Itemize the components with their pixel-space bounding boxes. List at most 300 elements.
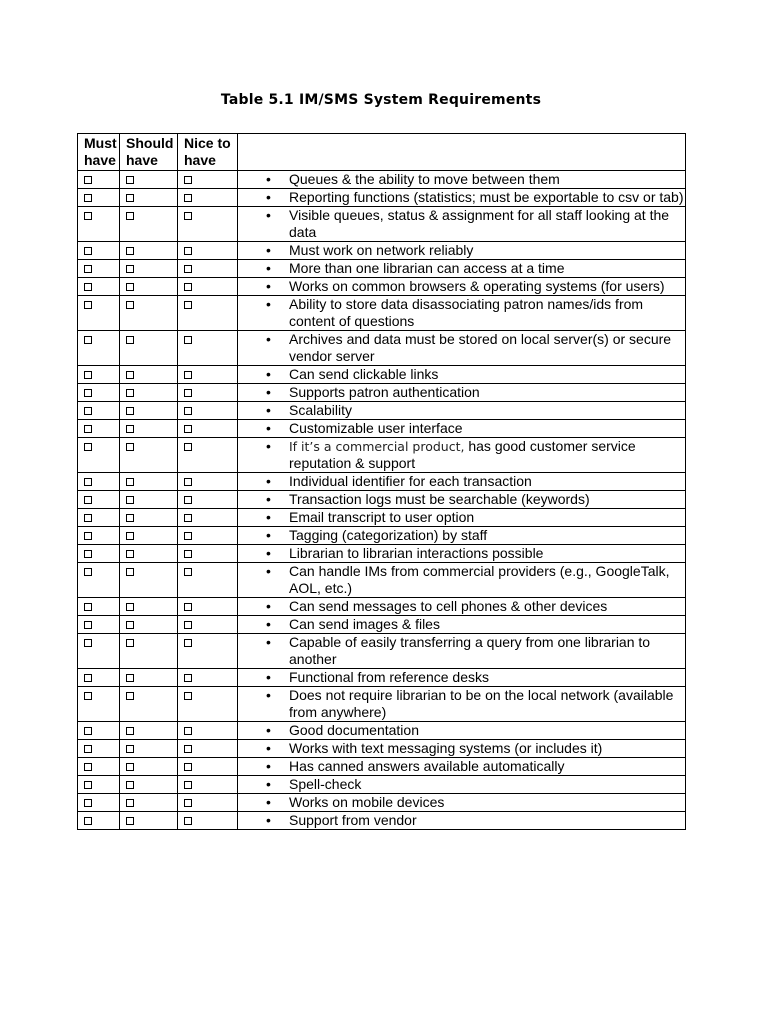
cell-must [78,420,120,438]
cell-should [120,776,178,794]
checkbox-icon[interactable] [184,603,192,611]
table-row [78,669,686,687]
checkbox-icon[interactable] [84,781,92,789]
cell-should [120,242,178,260]
requirement-text: Spell-check [289,776,362,792]
bullet-icon: • [266,438,271,454]
bullet-icon: • [266,189,271,205]
checkbox-icon[interactable] [126,247,134,255]
bullet-icon: • [266,634,271,650]
bullet-icon: • [266,384,271,400]
checkbox-icon[interactable] [126,443,134,451]
checkbox-icon[interactable] [126,568,134,576]
cell-nice [178,563,238,598]
cell-nice [178,260,238,278]
table-row [78,509,686,527]
checkbox-icon[interactable] [184,781,192,789]
checkbox-icon[interactable] [84,265,92,273]
requirement-cell [238,207,686,242]
cell-should [120,722,178,740]
cell-should [120,527,178,545]
cell-nice [178,438,238,473]
table-row [78,438,686,473]
cell-nice [178,794,238,812]
cell-should [120,438,178,473]
cell-nice [178,331,238,366]
checkbox-icon[interactable] [84,407,92,415]
table-row [78,171,686,189]
cell-should [120,402,178,420]
checkbox-icon[interactable] [126,407,134,415]
requirement-text: Ability to store data disassociating patron names/ids from content of questions [289,296,644,329]
table-row [78,260,686,278]
requirement-text: Must work on network reliably [289,242,474,258]
cell-must [78,794,120,812]
checkbox-icon[interactable] [184,283,192,291]
cell-should [120,473,178,491]
checkbox-icon[interactable] [126,212,134,220]
table-row [78,794,686,812]
cell-must [78,384,120,402]
cell-nice [178,687,238,722]
checkbox-icon[interactable] [184,621,192,629]
checkbox-icon[interactable] [126,603,134,611]
cell-must [78,296,120,331]
checkbox-icon[interactable] [126,817,134,825]
cell-should [120,563,178,598]
cell-nice [178,812,238,830]
cell-should [120,278,178,296]
checkbox-icon[interactable] [126,478,134,486]
bullet-icon: • [266,527,271,543]
cell-must [78,758,120,776]
requirement-cell [238,366,686,384]
cell-must [78,563,120,598]
requirement-cell [238,616,686,634]
cell-nice [178,278,238,296]
bullet-icon: • [266,260,271,276]
requirement-cell [238,812,686,830]
requirement-cell [238,438,686,473]
cell-must [78,776,120,794]
requirement-cell [238,634,686,669]
table-row [78,776,686,794]
cell-nice [178,402,238,420]
bullet-icon: • [266,278,271,294]
checkbox-icon[interactable] [84,194,92,202]
cell-should [120,331,178,366]
bullet-icon: • [266,722,271,738]
cell-nice [178,420,238,438]
requirements-body [78,171,686,830]
table-row [78,563,686,598]
checkbox-icon[interactable] [184,389,192,397]
checkbox-icon[interactable] [184,247,192,255]
checkbox-icon[interactable] [126,639,134,647]
requirement-text: Archives and data must be stored on local server(s) or secure vendor server [289,331,672,364]
checkbox-icon[interactable] [126,763,134,771]
checkbox-icon[interactable] [84,639,92,647]
requirement-text: Works on mobile devices [289,794,445,810]
cell-nice [178,242,238,260]
checkbox-icon[interactable] [126,727,134,735]
cell-should [120,634,178,669]
requirement-text: Visible queues, status & assignment for all staff looking at the data [289,207,670,240]
checkbox-icon[interactable] [126,265,134,273]
cell-must [78,527,120,545]
checkbox-icon[interactable] [84,176,92,184]
page-title: Table 5.1 IM/SMS System Requirements [220,92,542,108]
checkbox-icon[interactable] [126,532,134,540]
cell-nice [178,740,238,758]
requirement-text-prefix: If it’s a commercial product, [289,439,465,454]
table-header-row [78,134,686,171]
checkbox-icon[interactable] [184,639,192,647]
checkbox-icon[interactable] [84,745,92,753]
table-row [78,366,686,384]
requirement-cell [238,491,686,509]
cell-must [78,438,120,473]
checkbox-icon[interactable] [84,568,92,576]
cell-nice [178,473,238,491]
cell-nice [178,189,238,207]
checkbox-icon[interactable] [84,425,92,433]
table-row [78,722,686,740]
bullet-icon: • [266,366,271,382]
checkbox-icon[interactable] [126,781,134,789]
cell-nice [178,509,238,527]
checkbox-icon[interactable] [84,389,92,397]
checkbox-icon[interactable] [84,371,92,379]
cell-must [78,669,120,687]
checkbox-icon[interactable] [184,496,192,504]
requirement-cell [238,260,686,278]
bullet-icon: • [266,473,271,489]
cell-must [78,812,120,830]
cell-should [120,366,178,384]
cell-should [120,171,178,189]
requirement-cell [238,669,686,687]
cell-should [120,669,178,687]
cell-should [120,207,178,242]
header-must-have: Must have [78,134,120,171]
bullet-icon: • [266,598,271,614]
requirement-text: Transaction logs must be searchable (keywords) [289,491,590,507]
bullet-icon: • [266,491,271,507]
checkbox-icon[interactable] [184,817,192,825]
bullet-icon: • [266,740,271,756]
table-row [78,634,686,669]
requirement-cell [238,384,686,402]
checkbox-icon[interactable] [184,425,192,433]
bullet-icon: • [266,331,271,347]
checkbox-icon[interactable] [184,301,192,309]
table-row [78,331,686,366]
checkbox-icon[interactable] [84,496,92,504]
cell-nice [178,722,238,740]
checkbox-icon[interactable] [84,799,92,807]
table-row [78,491,686,509]
requirement-cell [238,402,686,420]
bullet-icon: • [266,171,271,187]
checkbox-icon[interactable] [184,265,192,273]
requirement-text: Works on common browsers & operating systems (for users) [289,278,665,294]
bullet-icon: • [266,776,271,792]
checkbox-icon[interactable] [184,763,192,771]
requirement-cell [238,758,686,776]
cell-must [78,189,120,207]
checkbox-icon[interactable] [84,532,92,540]
cell-must [78,207,120,242]
bullet-icon: • [266,758,271,774]
checkbox-icon[interactable] [84,443,92,451]
checkbox-icon[interactable] [126,389,134,397]
bullet-icon: • [266,509,271,525]
requirement-text: Does not require librarian to be on the local network (available from anywhere) [289,687,674,720]
table-row [78,420,686,438]
checkbox-icon[interactable] [184,371,192,379]
cell-must [78,242,120,260]
cell-must [78,634,120,669]
table-row [78,207,686,242]
checkbox-icon[interactable] [84,301,92,309]
requirement-cell [238,722,686,740]
cell-nice [178,171,238,189]
requirement-text-rest: has good customer service reputation & support [289,438,636,471]
cell-nice [178,296,238,331]
requirement-cell [238,171,686,189]
table-row [78,278,686,296]
checkbox-icon[interactable] [84,247,92,255]
cell-should [120,260,178,278]
cell-should [120,794,178,812]
checkbox-icon[interactable] [126,425,134,433]
cell-nice [178,634,238,669]
requirement-text: Good documentation [289,722,419,738]
bullet-icon: • [266,207,271,223]
bullet-icon: • [266,563,271,579]
cell-should [120,616,178,634]
requirement-text: Scalability [289,402,353,418]
checkbox-icon[interactable] [126,745,134,753]
cell-must [78,722,120,740]
requirement-cell [238,776,686,794]
requirement-cell [238,527,686,545]
table-row [78,616,686,634]
requirement-cell [238,598,686,616]
requirement-cell [238,278,686,296]
cell-should [120,598,178,616]
requirement-text: Capable of easily transferring a query from one librarian to another [289,634,651,667]
checkbox-icon[interactable] [184,692,192,700]
requirement-text: Works with text messaging systems (or includes it) [289,740,603,756]
cell-should [120,812,178,830]
requirements-table [77,133,686,830]
checkbox-icon[interactable] [84,674,92,682]
requirement-text [266,438,685,472]
cell-must [78,687,120,722]
cell-should [120,189,178,207]
requirement-text: Individual identifier for each transaction [289,473,532,489]
header-nice-to-have: Nice to have [178,134,238,171]
checkbox-icon[interactable] [184,514,192,522]
checkbox-icon[interactable] [84,478,92,486]
cell-should [120,384,178,402]
requirement-text: Has canned answers available automatically [289,758,565,774]
requirement-text: Queues & the ability to move between them [289,171,560,187]
table-row [78,527,686,545]
header-requirement [238,134,686,171]
requirement-cell [238,242,686,260]
checkbox-icon[interactable] [84,763,92,771]
checkbox-icon[interactable] [184,407,192,415]
checkbox-icon[interactable] [84,727,92,735]
cell-nice [178,384,238,402]
bullet-icon: • [266,794,271,810]
requirement-cell [238,473,686,491]
checkbox-icon[interactable] [126,283,134,291]
checkbox-icon[interactable] [184,745,192,753]
bullet-icon: • [266,296,271,312]
requirement-cell [238,509,686,527]
bullet-icon: • [266,669,271,685]
cell-must [78,491,120,509]
requirement-text: Reporting functions (statistics; must be exportable to csv or tab) [289,189,684,205]
checkbox-icon[interactable] [184,176,192,184]
checkbox-icon[interactable] [126,194,134,202]
checkbox-icon[interactable] [84,603,92,611]
cell-must [78,171,120,189]
cell-should [120,491,178,509]
cell-nice [178,491,238,509]
bullet-icon: • [266,242,271,258]
checkbox-icon[interactable] [84,336,92,344]
checkbox-icon[interactable] [84,514,92,522]
cell-nice [178,207,238,242]
checkbox-icon[interactable] [126,799,134,807]
requirement-text: Support from vendor [289,812,417,828]
requirement-text: Librarian to librarian interactions possible [289,545,544,561]
checkbox-icon[interactable] [184,799,192,807]
checkbox-icon[interactable] [126,371,134,379]
table-row [78,402,686,420]
table-row [78,598,686,616]
checkbox-icon[interactable] [184,550,192,558]
requirement-cell [238,545,686,563]
checkbox-icon[interactable] [126,496,134,504]
requirement-text: More than one librarian can access at a time [289,260,565,276]
requirement-cell [238,296,686,331]
requirement-text: Supports patron authentication [289,384,480,400]
checkbox-icon[interactable] [184,727,192,735]
cell-must [78,366,120,384]
checkbox-icon[interactable] [184,568,192,576]
cell-must [78,509,120,527]
checkbox-icon[interactable] [84,550,92,558]
requirement-cell [238,563,686,598]
requirement-text: Can send images & files [289,616,440,632]
table-row [78,296,686,331]
checkbox-icon[interactable] [126,621,134,629]
cell-nice [178,776,238,794]
requirement-text: Can handle IMs from commercial providers (e.g., GoogleTalk, AOL, etc.) [289,563,670,596]
cell-should [120,687,178,722]
cell-should [120,545,178,563]
checkbox-icon[interactable] [126,692,134,700]
checkbox-icon[interactable] [184,674,192,682]
checkbox-icon[interactable] [184,212,192,220]
checkbox-icon[interactable] [84,817,92,825]
cell-must [78,402,120,420]
checkbox-icon[interactable] [126,176,134,184]
bullet-icon: • [266,687,271,703]
checkbox-icon[interactable] [126,514,134,522]
requirement-text: Functional from reference desks [289,669,489,685]
checkbox-icon[interactable] [184,443,192,451]
bullet-icon: • [266,402,271,418]
cell-nice [178,669,238,687]
table-row [78,740,686,758]
cell-must [78,545,120,563]
requirement-text: Can send messages to cell phones & other devices [289,598,608,614]
checkbox-icon[interactable] [184,336,192,344]
cell-nice [178,366,238,384]
cell-nice [178,598,238,616]
cell-must [78,278,120,296]
cell-nice [178,545,238,563]
cell-nice [178,616,238,634]
requirement-text: Can send clickable links [289,366,439,382]
checkbox-icon[interactable] [84,212,92,220]
requirement-text: Customizable user interface [289,420,463,436]
table-row [78,545,686,563]
bullet-icon: • [266,812,271,828]
checkbox-icon[interactable] [84,621,92,629]
cell-nice [178,758,238,776]
header-should-have: Should have [120,134,178,171]
bullet-icon: • [266,616,271,632]
cell-should [120,740,178,758]
table-row [78,473,686,491]
cell-must [78,740,120,758]
cell-must [78,260,120,278]
cell-should [120,758,178,776]
bullet-icon: • [266,545,271,561]
requirement-text: Tagging (categorization) by staff [289,527,488,543]
requirement-cell [238,687,686,722]
requirement-cell [238,740,686,758]
checkbox-icon[interactable] [126,550,134,558]
cell-nice [178,527,238,545]
checkbox-icon[interactable] [184,532,192,540]
checkbox-icon[interactable] [126,336,134,344]
cell-must [78,616,120,634]
requirement-text: Email transcript to user option [289,509,475,525]
checkbox-icon[interactable] [126,301,134,309]
requirement-cell [238,420,686,438]
cell-should [120,509,178,527]
cell-should [120,296,178,331]
checkbox-icon[interactable] [84,283,92,291]
checkbox-icon[interactable] [184,478,192,486]
cell-should [120,420,178,438]
checkbox-icon[interactable] [184,194,192,202]
cell-must [78,598,120,616]
table-row [78,384,686,402]
checkbox-icon[interactable] [126,674,134,682]
checkbox-icon[interactable] [84,692,92,700]
requirement-cell [238,189,686,207]
